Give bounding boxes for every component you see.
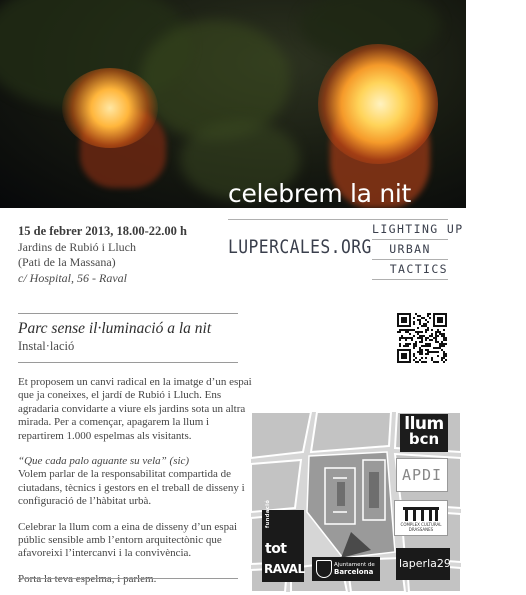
event-venue-line2: (Pati de la Massana) bbox=[18, 255, 116, 269]
left-candle-glow bbox=[62, 68, 158, 148]
tagline-line1: LIGHTING UP bbox=[372, 220, 448, 240]
barcelona-crest-icon bbox=[316, 560, 332, 578]
llum-bcn-logo: llum bcn bbox=[400, 414, 448, 452]
divider-bottom bbox=[18, 578, 238, 579]
description-paragraph: Et proposem un canvi radical en la imatge d’un espai que ja coneixes, el jardí de Rubió i Lluch. Ens agradaria convidarte a viure els jardins sota un altra mirada. Per a començar, apagarem la llum i repartirem 1.000 espelmas als visitants. bbox=[18, 376, 252, 442]
qr-code[interactable] bbox=[397, 313, 447, 363]
description-paragraph: Celebrar la llum com a eina de disseny d’un espai públic sensible amb l’entorn arquitectònic que afavoreixi l’intercanvi i la convivència. bbox=[18, 520, 238, 560]
divider-install-top bbox=[18, 313, 238, 314]
tot-raval-logo: fundació tot RAVAL bbox=[262, 510, 304, 582]
apdi-logo: APDI bbox=[396, 458, 448, 492]
right-candle-glow bbox=[318, 44, 438, 164]
description-quote: “Que cada palo aguante su vela” (sic) bbox=[18, 455, 190, 468]
installation-title: Parc sense il·luminació a la nit bbox=[18, 320, 212, 337]
description-closing bbox=[18, 573, 254, 586]
tagline bbox=[372, 220, 464, 280]
installation-subtitle: Instal·lació bbox=[18, 339, 75, 353]
drassanes-logo: COMPLEX CULTURAL DRASSANES bbox=[394, 500, 448, 536]
hero-photo bbox=[0, 0, 466, 208]
tagline-line3: TACTICS bbox=[372, 260, 448, 280]
event-address: c/ Hospital, 56 - Raval bbox=[18, 270, 127, 285]
description bbox=[18, 376, 254, 586]
site-link[interactable]: LUPERCALES.ORG bbox=[228, 236, 372, 258]
foliage-center bbox=[140, 20, 290, 140]
tagline-line2: URBAN bbox=[372, 240, 448, 260]
ajuntament-logo: Ajuntament de Barcelona bbox=[312, 557, 380, 581]
event-date: 15 de febrer 2013, 18.00-22.00 h bbox=[18, 224, 187, 238]
event-info bbox=[18, 224, 223, 286]
event-venue-line1: Jardins de Rubió i Lluch bbox=[18, 239, 136, 254]
divider-install-bottom bbox=[18, 362, 238, 363]
hero-title: celebrem la nit bbox=[228, 179, 412, 208]
description-paragraph: Volem parlar de la responsabilitat compartida de ciutadans, tècnics i gestors en el treball de disseny i configuració de l’hàbitat urbà. bbox=[18, 468, 245, 508]
laperla29-logo: laperla29 bbox=[396, 548, 450, 580]
